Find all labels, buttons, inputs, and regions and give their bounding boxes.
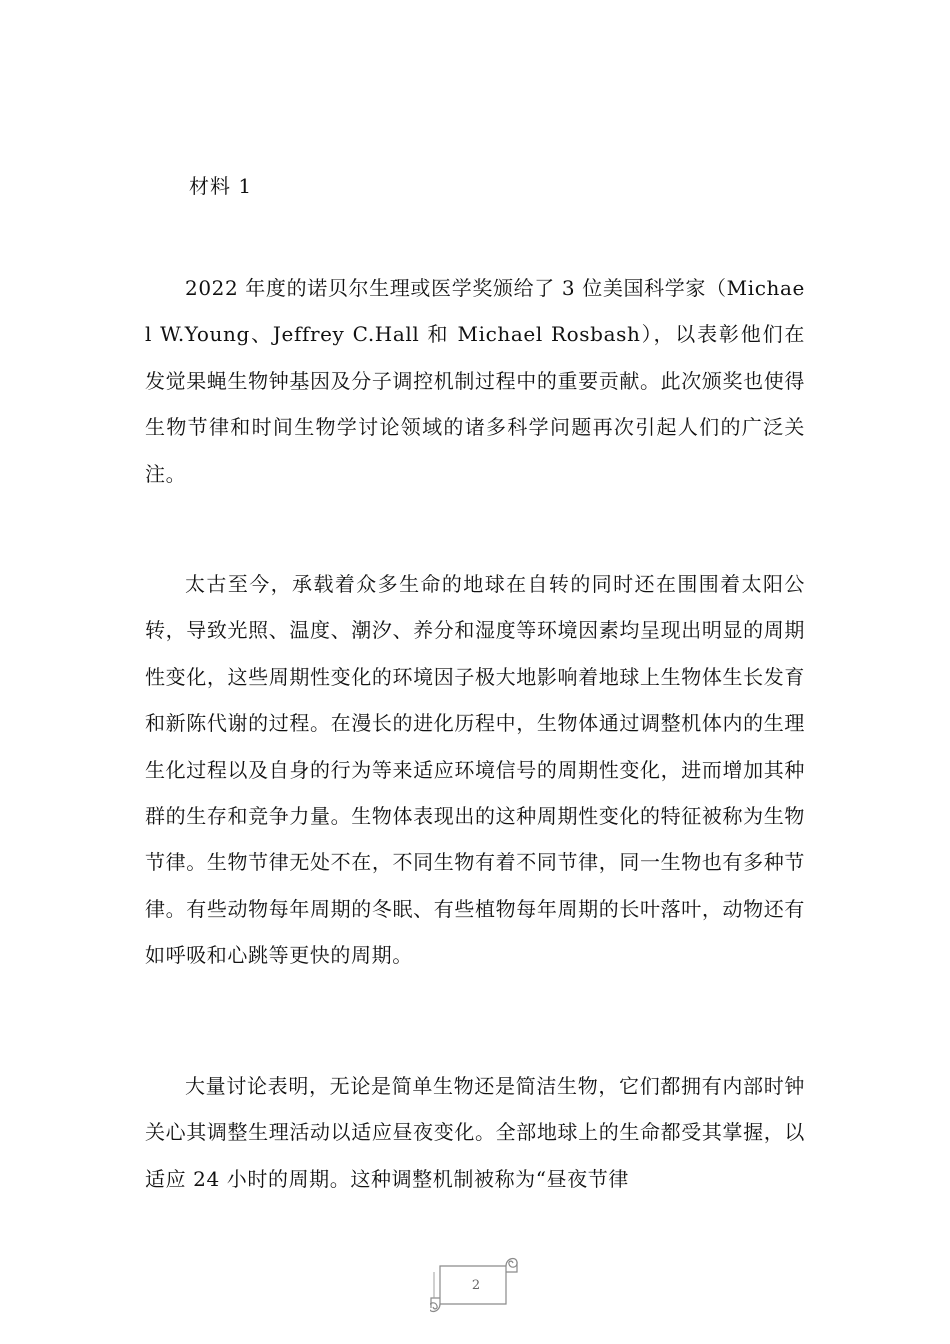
section-heading: 材料 1 <box>189 174 253 198</box>
paragraph-2: 太古至今，承载着众多生命的地球在自转的同时还在围围着太阳公转，导致光照、温度、潮汐、养分和湿度等环境因素均呈现出明显的周期性变化，这些周期性变化的环境因子极大地影响着地球上生物体生长发育和新陈代谢的过程。在漫长的进化历程中，生物体通过调整机体内的生理生化过程以及自身的行为等来适应环境信号的周期性变化，进而增加其种群的生存和竞争力量。生物体表现出的这种周期性变化的特征被称为生物节律。生物节律无处不在，不同生物有着不同节律，同一生物也有多种节律。有些动物每年周期的冬眠、有些植物每年周期的长叶落叶，动物还有如呼吸和心跳等更快的周期。 <box>145 572 805 968</box>
page-number: 2 <box>471 1278 481 1293</box>
page-footer <box>430 1252 522 1322</box>
paragraph-1: 2022 年度的诺贝尔生理或医学奖颁给了 3 位美国科学家（Michael W.Young、Jeffrey C.Hall 和 Michael Rosbash），以表彰他们在发觉果蝇生物钟基因及分子调控机制过程中的重要贡献。此次颁奖也使得生物节律和时间生物学讨论领域的诸多科学问题再次引起人们的广泛关注。 <box>145 276 805 486</box>
paragraph-3: 大量讨论表明，无论是简单生物还是简洁生物，它们都拥有内部时钟关心其调整生理活动以适应昼夜变化。全部地球上的生命都受其掌握，以适应 24 小时的周期。这种调整机制被称为“昼夜节律 <box>145 1074 805 1191</box>
